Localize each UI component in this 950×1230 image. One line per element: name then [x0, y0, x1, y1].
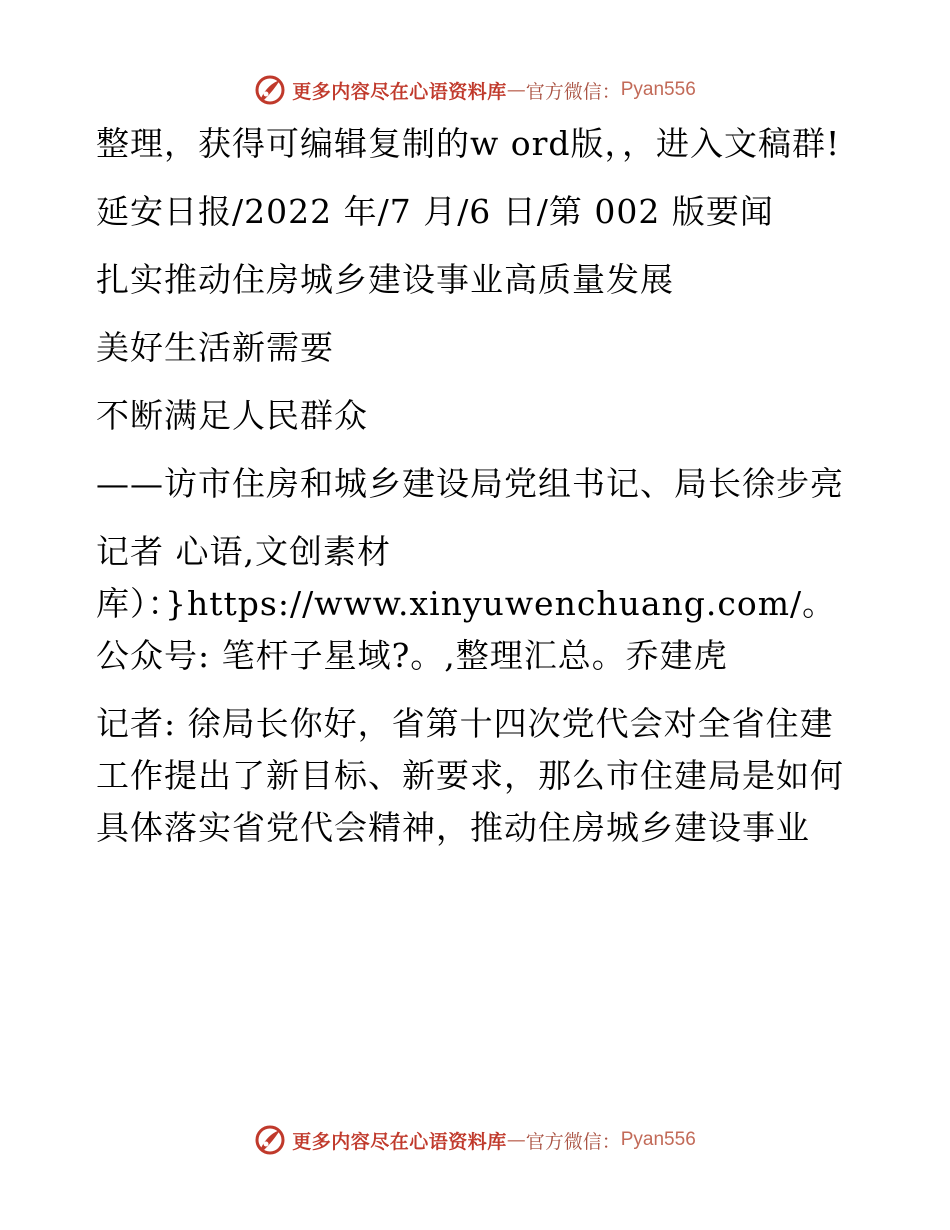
interview-question: 记者: 徐局长你好，省第十四次党代会对全省住建工作提出了新目标、新要求，那么市住建局是如何具体落实省党代会精神，推动住房城乡建设事业 [96, 704, 844, 847]
header-separator: — [506, 79, 526, 101]
document-body [96, 118, 856, 854]
header-banner [0, 70, 950, 110]
footer-wechat-id: Pyan556 [620, 1129, 696, 1150]
header-brand-text: 更多内容尽在心语资料库 [292, 80, 507, 103]
brush-logo-icon [254, 1124, 286, 1156]
headline: 扎实推动住房城乡建设事业高质量发展 [96, 260, 674, 299]
interview-subtitle: ——访市住房和城乡建设局党组书记、局长徐步亮 [96, 464, 844, 503]
source-note: 库）：}https://www.xinyuwenchuang.com/。公众号: 笔杆子星域?。,整理汇总。乔建虎 [96, 584, 837, 675]
footer-banner [0, 1120, 950, 1160]
header-wechat-id: Pyan556 [620, 79, 696, 100]
footer-wechat-label: 官方微信： [525, 1130, 621, 1153]
footer-separator: — [506, 1129, 526, 1151]
intro-paragraph: 整理，获得可编辑复制的w ord版，，进入文稿群! [96, 124, 841, 163]
footer-brand-text: 更多内容尽在心语资料库 [292, 1130, 507, 1153]
brush-logo-icon [254, 74, 286, 106]
reporter-line: 记者 心语,文创素材 [96, 532, 391, 571]
source-line: 延安日报/2022 年/7 月/6 日/第 002 版要闻 [96, 192, 774, 231]
subheadline-1: 美好生活新需要 [96, 328, 334, 367]
header-wechat-label: 官方微信： [525, 80, 621, 103]
subheadline-2: 不断满足人民群众 [96, 396, 368, 435]
